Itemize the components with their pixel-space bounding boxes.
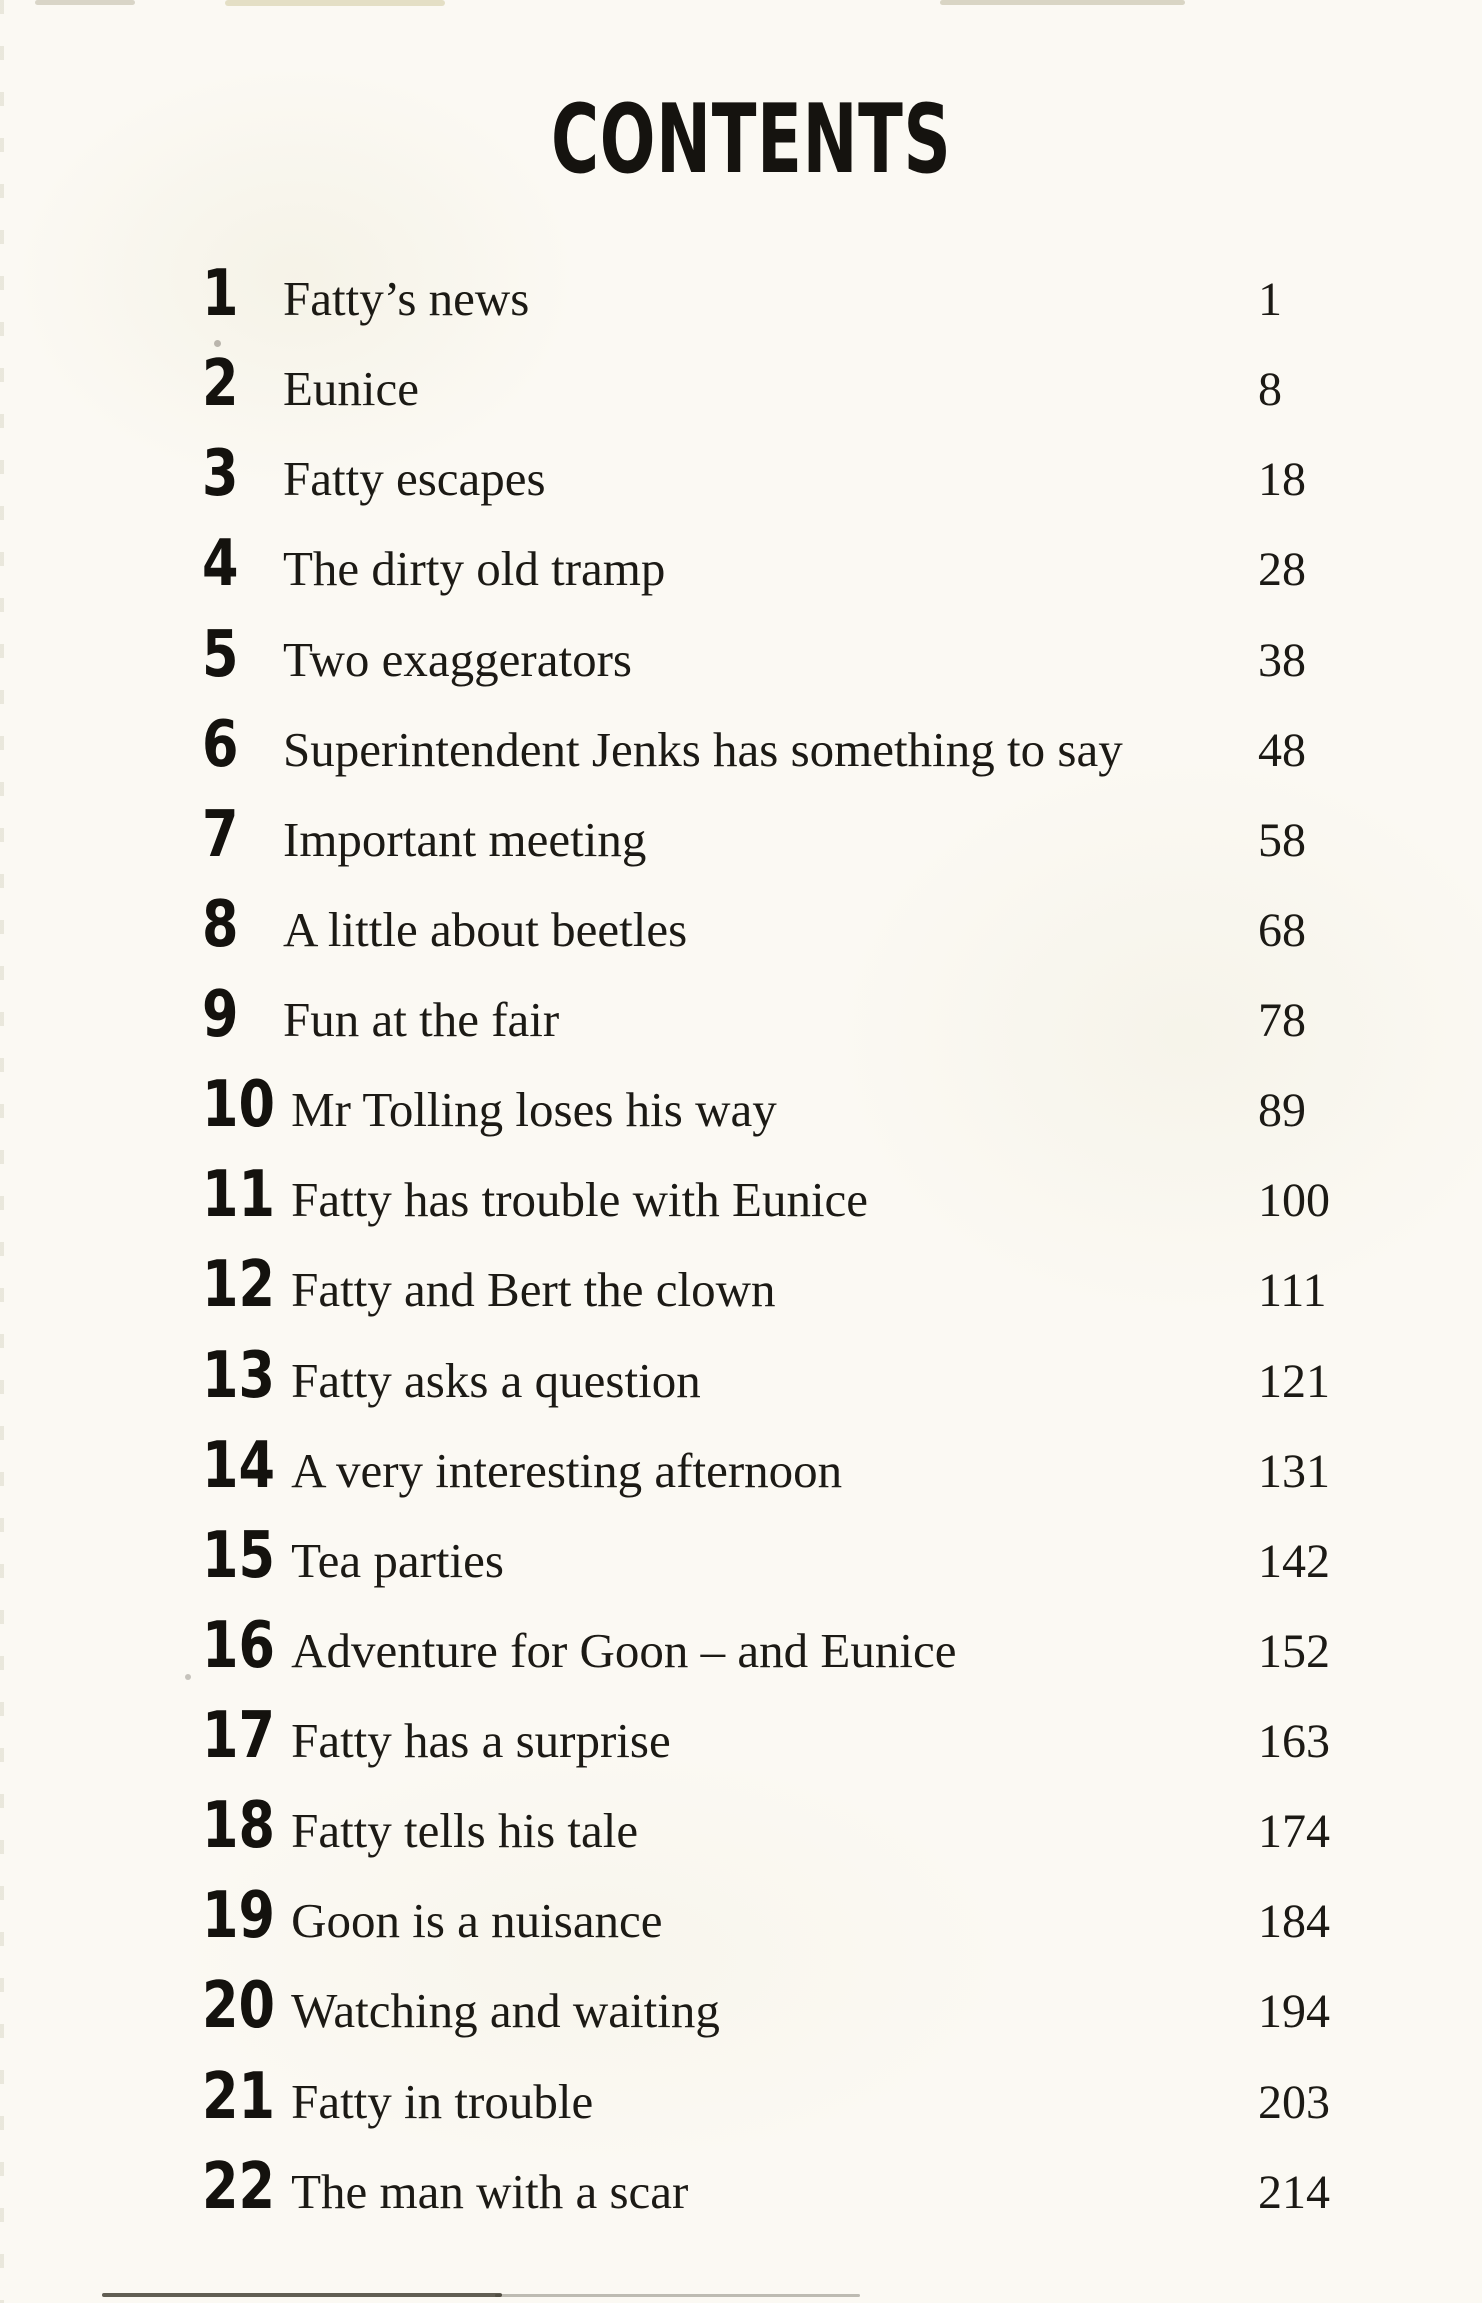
- chapter-page-number: 89: [1258, 1084, 1306, 1138]
- chapter-page-number: 163: [1258, 1715, 1330, 1768]
- chapter-title: Fatty’s news: [283, 271, 530, 326]
- chapter-number: 5: [202, 617, 239, 692]
- chapter-number: 20: [202, 1969, 276, 2044]
- chapter-page-number: 28: [1258, 543, 1306, 597]
- chapter-page-number: 214: [1258, 2165, 1330, 2219]
- chapter-page-number: 142: [1258, 1534, 1330, 1588]
- chapter-number: 15: [202, 1518, 276, 1593]
- chapter-title: Adventure for Goon – and Eunice: [291, 1622, 957, 1678]
- chapter-number: 19: [202, 1879, 276, 1954]
- chapter-title: Fatty tells his tale: [291, 1803, 639, 1859]
- chapter-number: 21: [202, 2059, 276, 2134]
- chapter-title: Fatty asks a question: [291, 1352, 701, 1408]
- toc-row: [202, 1518, 1378, 1614]
- chapter-page-number: 121: [1258, 1354, 1330, 1408]
- chapter-title: A very interesting afternoon: [291, 1442, 843, 1498]
- toc-row: [202, 1338, 1378, 1434]
- scan-smudge-top: [225, 0, 445, 6]
- chapter-title: Eunice: [283, 361, 420, 417]
- chapter-page-number: 58: [1258, 813, 1306, 867]
- chapter-title: A little about beetles: [283, 901, 688, 957]
- chapter-page-number: 174: [1258, 1805, 1330, 1859]
- chapter-title: Fun at the fair: [283, 992, 560, 1047]
- chapter-number: 18: [202, 1789, 276, 1864]
- toc-row: [202, 1789, 1378, 1884]
- chapter-number: 13: [202, 1338, 276, 1413]
- toc-row: [202, 2059, 1378, 2155]
- toc-row: [202, 257, 1378, 352]
- scan-edge-artifact: [0, 0, 4, 2303]
- toc-row: [202, 1699, 1378, 1794]
- chapter-number: 3: [202, 437, 239, 512]
- toc-row: [202, 797, 1378, 893]
- toc-row: [202, 887, 1378, 983]
- chapter-page-number: 1: [1258, 273, 1282, 326]
- scan-speck: [185, 1674, 191, 1680]
- chapter-title: Fatty in trouble: [291, 2073, 594, 2129]
- scan-streak-bottom: [102, 2293, 502, 2297]
- chapter-number: 22: [202, 2149, 276, 2224]
- chapter-page-number: 18: [1258, 453, 1306, 507]
- toc-row: [202, 978, 1378, 1073]
- page-title-text: CONTENTS: [550, 85, 952, 195]
- toc-row: [202, 1428, 1378, 1524]
- chapter-number: 17: [202, 1699, 276, 1773]
- toc-row: [202, 437, 1378, 532]
- chapter-title: Fatty and Bert the clown: [291, 1262, 776, 1318]
- chapter-number: 12: [202, 1248, 276, 1323]
- toc-row: [202, 1608, 1378, 1704]
- chapter-number: 16: [202, 1608, 276, 1683]
- toc-row: [202, 1158, 1378, 1253]
- chapter-title: Superintendent Jenks has something to say: [283, 721, 1123, 777]
- chapter-page-number: 152: [1258, 1624, 1330, 1678]
- toc-row: [202, 527, 1378, 622]
- chapter-number: 6: [202, 707, 239, 782]
- toc-row: [202, 1068, 1378, 1163]
- chapter-page-number: 111: [1258, 1264, 1327, 1318]
- chapter-page-number: 68: [1258, 903, 1306, 957]
- scan-streak-bottom: [495, 2294, 860, 2297]
- chapter-title: Two exaggerators: [283, 631, 632, 687]
- chapter-number: 11: [202, 1158, 276, 1233]
- toc-row: [202, 1248, 1378, 1343]
- toc-row: [202, 707, 1378, 803]
- chapter-title: Goon is a nuisance: [291, 1893, 663, 1949]
- chapter-number: 8: [202, 887, 239, 962]
- chapter-title: Watching and waiting: [291, 1983, 720, 2039]
- chapter-title: Mr Tolling loses his way: [291, 1082, 777, 1138]
- toc-row: [202, 347, 1378, 442]
- scan-smudge-top: [35, 0, 135, 5]
- toc-row: [202, 2149, 1378, 2245]
- page-title: [10, 85, 1482, 195]
- chapter-title: Important meeting: [283, 811, 647, 867]
- chapter-page-number: 8: [1258, 363, 1282, 417]
- chapter-number: 10: [202, 1068, 276, 1143]
- chapter-number: 9: [202, 978, 239, 1052]
- chapter-title: Fatty escapes: [283, 451, 546, 507]
- chapter-title: Fatty has a surprise: [291, 1713, 671, 1768]
- chapter-number: 1: [202, 257, 239, 331]
- chapter-title: Tea parties: [291, 1532, 504, 1588]
- chapter-page-number: 78: [1258, 994, 1306, 1047]
- toc-list: [202, 257, 1378, 2245]
- chapter-number: 2: [202, 347, 239, 422]
- chapter-title: The dirty old tramp: [283, 541, 666, 597]
- chapter-number: 7: [202, 797, 239, 872]
- chapter-number: 14: [202, 1428, 276, 1503]
- chapter-number: 4: [202, 527, 239, 602]
- chapter-page-number: 131: [1258, 1444, 1330, 1498]
- chapter-page-number: 184: [1258, 1895, 1330, 1949]
- chapter-title: Fatty has trouble with Eunice: [291, 1172, 869, 1228]
- toc-row: [202, 1879, 1378, 1974]
- chapter-title: The man with a scar: [291, 2163, 689, 2219]
- scan-smudge-top: [940, 0, 1185, 5]
- chapter-page-number: 38: [1258, 633, 1306, 687]
- chapter-page-number: 100: [1258, 1174, 1330, 1228]
- toc-row: [202, 617, 1378, 713]
- chapter-page-number: 203: [1258, 2075, 1330, 2129]
- chapter-page-number: 48: [1258, 723, 1306, 777]
- toc-row: [202, 1969, 1378, 2064]
- chapter-page-number: 194: [1258, 1985, 1330, 2039]
